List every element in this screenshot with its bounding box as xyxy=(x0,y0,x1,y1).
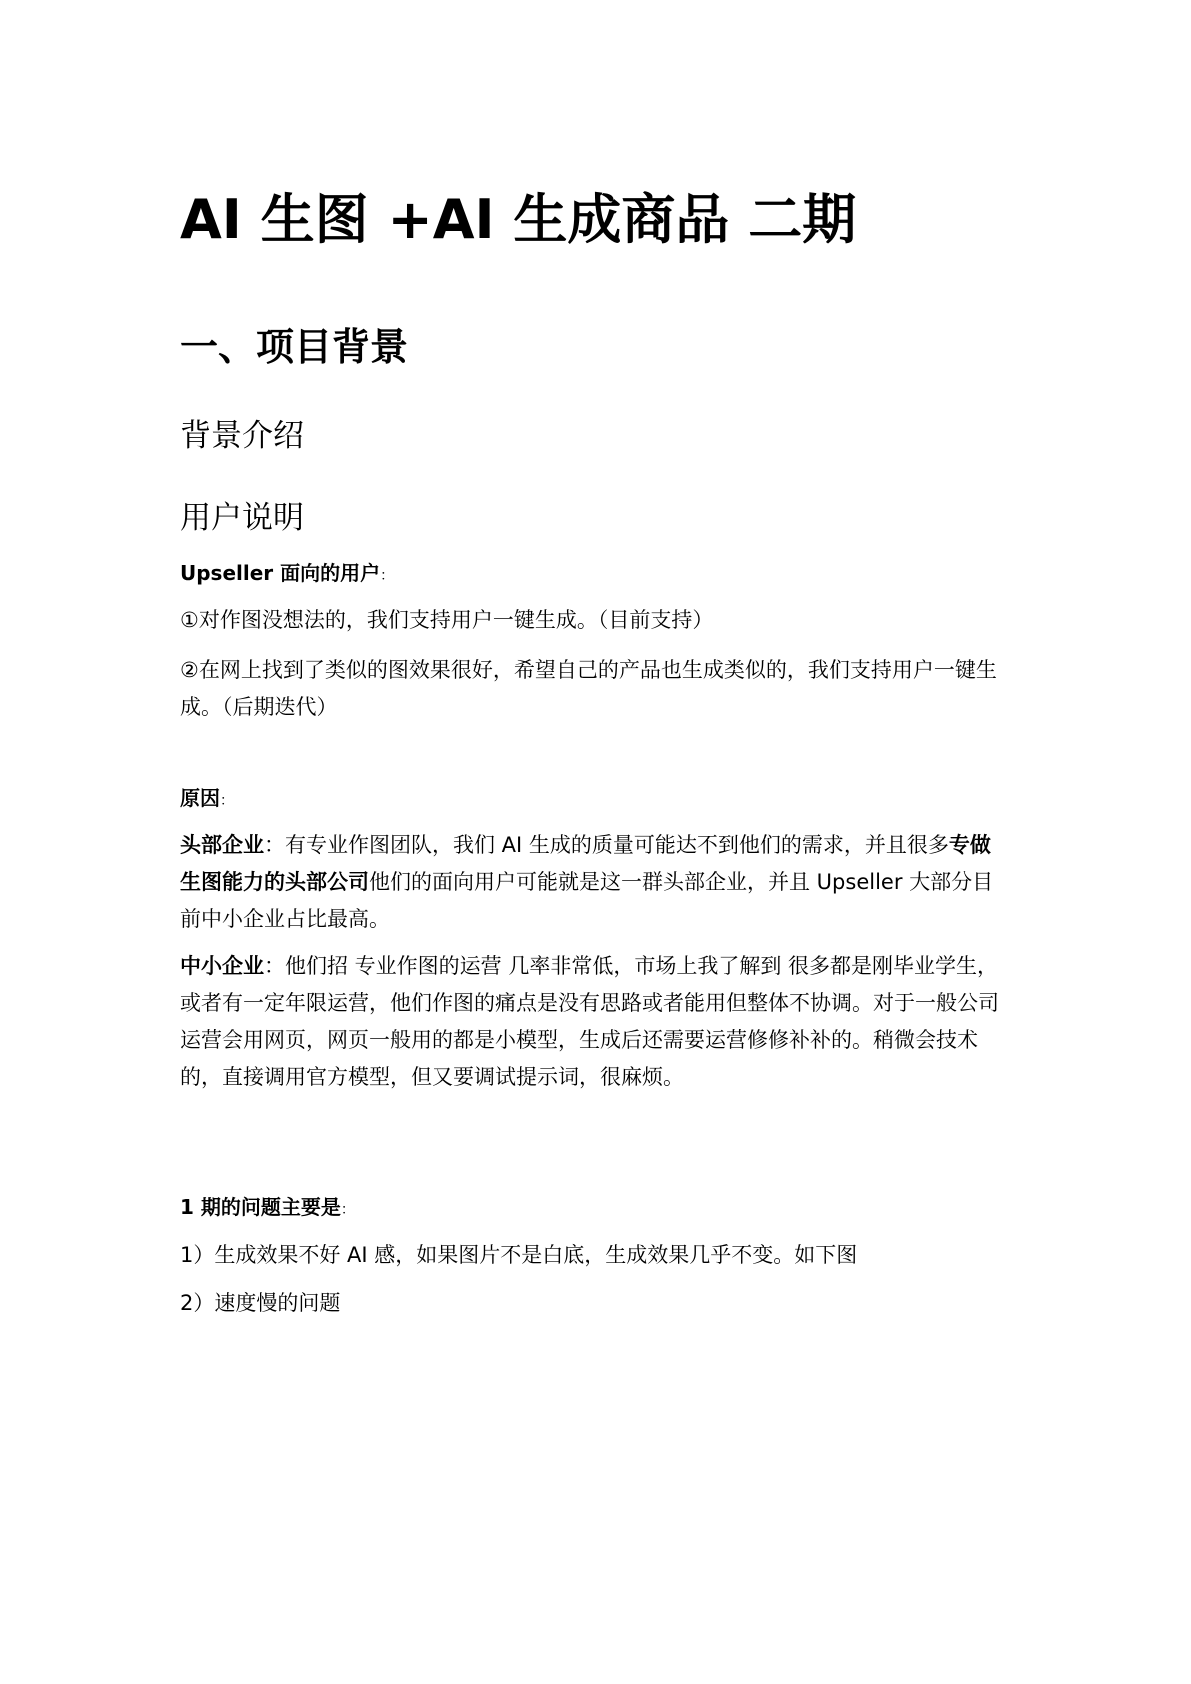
phase1-item-2: 2）速度慢的问题 xyxy=(180,1291,341,1315)
reason-label-colon: ： xyxy=(220,793,234,809)
head-enterprise-label: 头部企业 xyxy=(180,833,264,857)
user-item-1: ①对作图没想法的，我们支持用户一键生成。（目前支持） xyxy=(180,608,714,632)
users-label-paragraph xyxy=(180,555,1010,595)
head-enterprise-colon: ： xyxy=(264,833,285,857)
phase1-label-paragraph xyxy=(180,1189,1010,1229)
phase1-item-1: 1）生成效果不好 AI 感，如果图片不是白底，生成效果几乎不变。如下图 xyxy=(180,1243,858,1267)
sme-colon: ： xyxy=(264,954,285,978)
page-title: AI 生图 +AI 生成商品 二期 xyxy=(180,188,857,251)
user-item-2: ②在网上找到了类似的图效果很好，希望自己的产品也生成类似的，我们支持用户一键生成。（后期迭代） xyxy=(180,658,997,719)
sme-paragraph xyxy=(180,948,1010,1096)
reason-label: 原因 xyxy=(180,786,220,810)
sme-text: 他们招 专业作图的运营 几率非常低，市场上我了解到 很多都是刚毕业学生，或者有一定年限运营，他们作图的痛点是没有思路或者能用但整体不协调。对于一般公司运营会用网页，网页一般用的都是小模型，生成后还需要运营修修补补的。稍微会技术的，直接调用官方模型，但又要调试提示词，很麻烦。 xyxy=(180,954,999,1089)
head-enterprise-text-2: 他们的面向用户可能就是这一群头部企业，并且 Upseller 大部分目前中小企业占比最高。 xyxy=(180,870,994,931)
subheading-background-intro: 背景介绍 xyxy=(180,418,304,454)
phase1-label: 1 期的问题主要是 xyxy=(180,1195,341,1219)
section-heading-project-background: 一、项目背景 xyxy=(180,325,409,369)
sme-label: 中小企业 xyxy=(180,954,264,978)
users-label-colon: ： xyxy=(380,568,395,584)
head-enterprise-text-1: 有专业作图团队，我们 AI 生成的质量可能达不到他们的需求，并且很多 xyxy=(285,833,949,857)
head-enterprise-paragraph xyxy=(180,827,1010,938)
phase1-label-colon: ： xyxy=(340,1202,355,1218)
users-label: Upseller 面向的用户 xyxy=(180,561,381,585)
reason-label-paragraph xyxy=(180,780,1010,820)
subheading-user-description: 用户说明 xyxy=(180,500,304,536)
head-enterprise-bold: 专做生图能力的头部公司 xyxy=(180,833,991,894)
